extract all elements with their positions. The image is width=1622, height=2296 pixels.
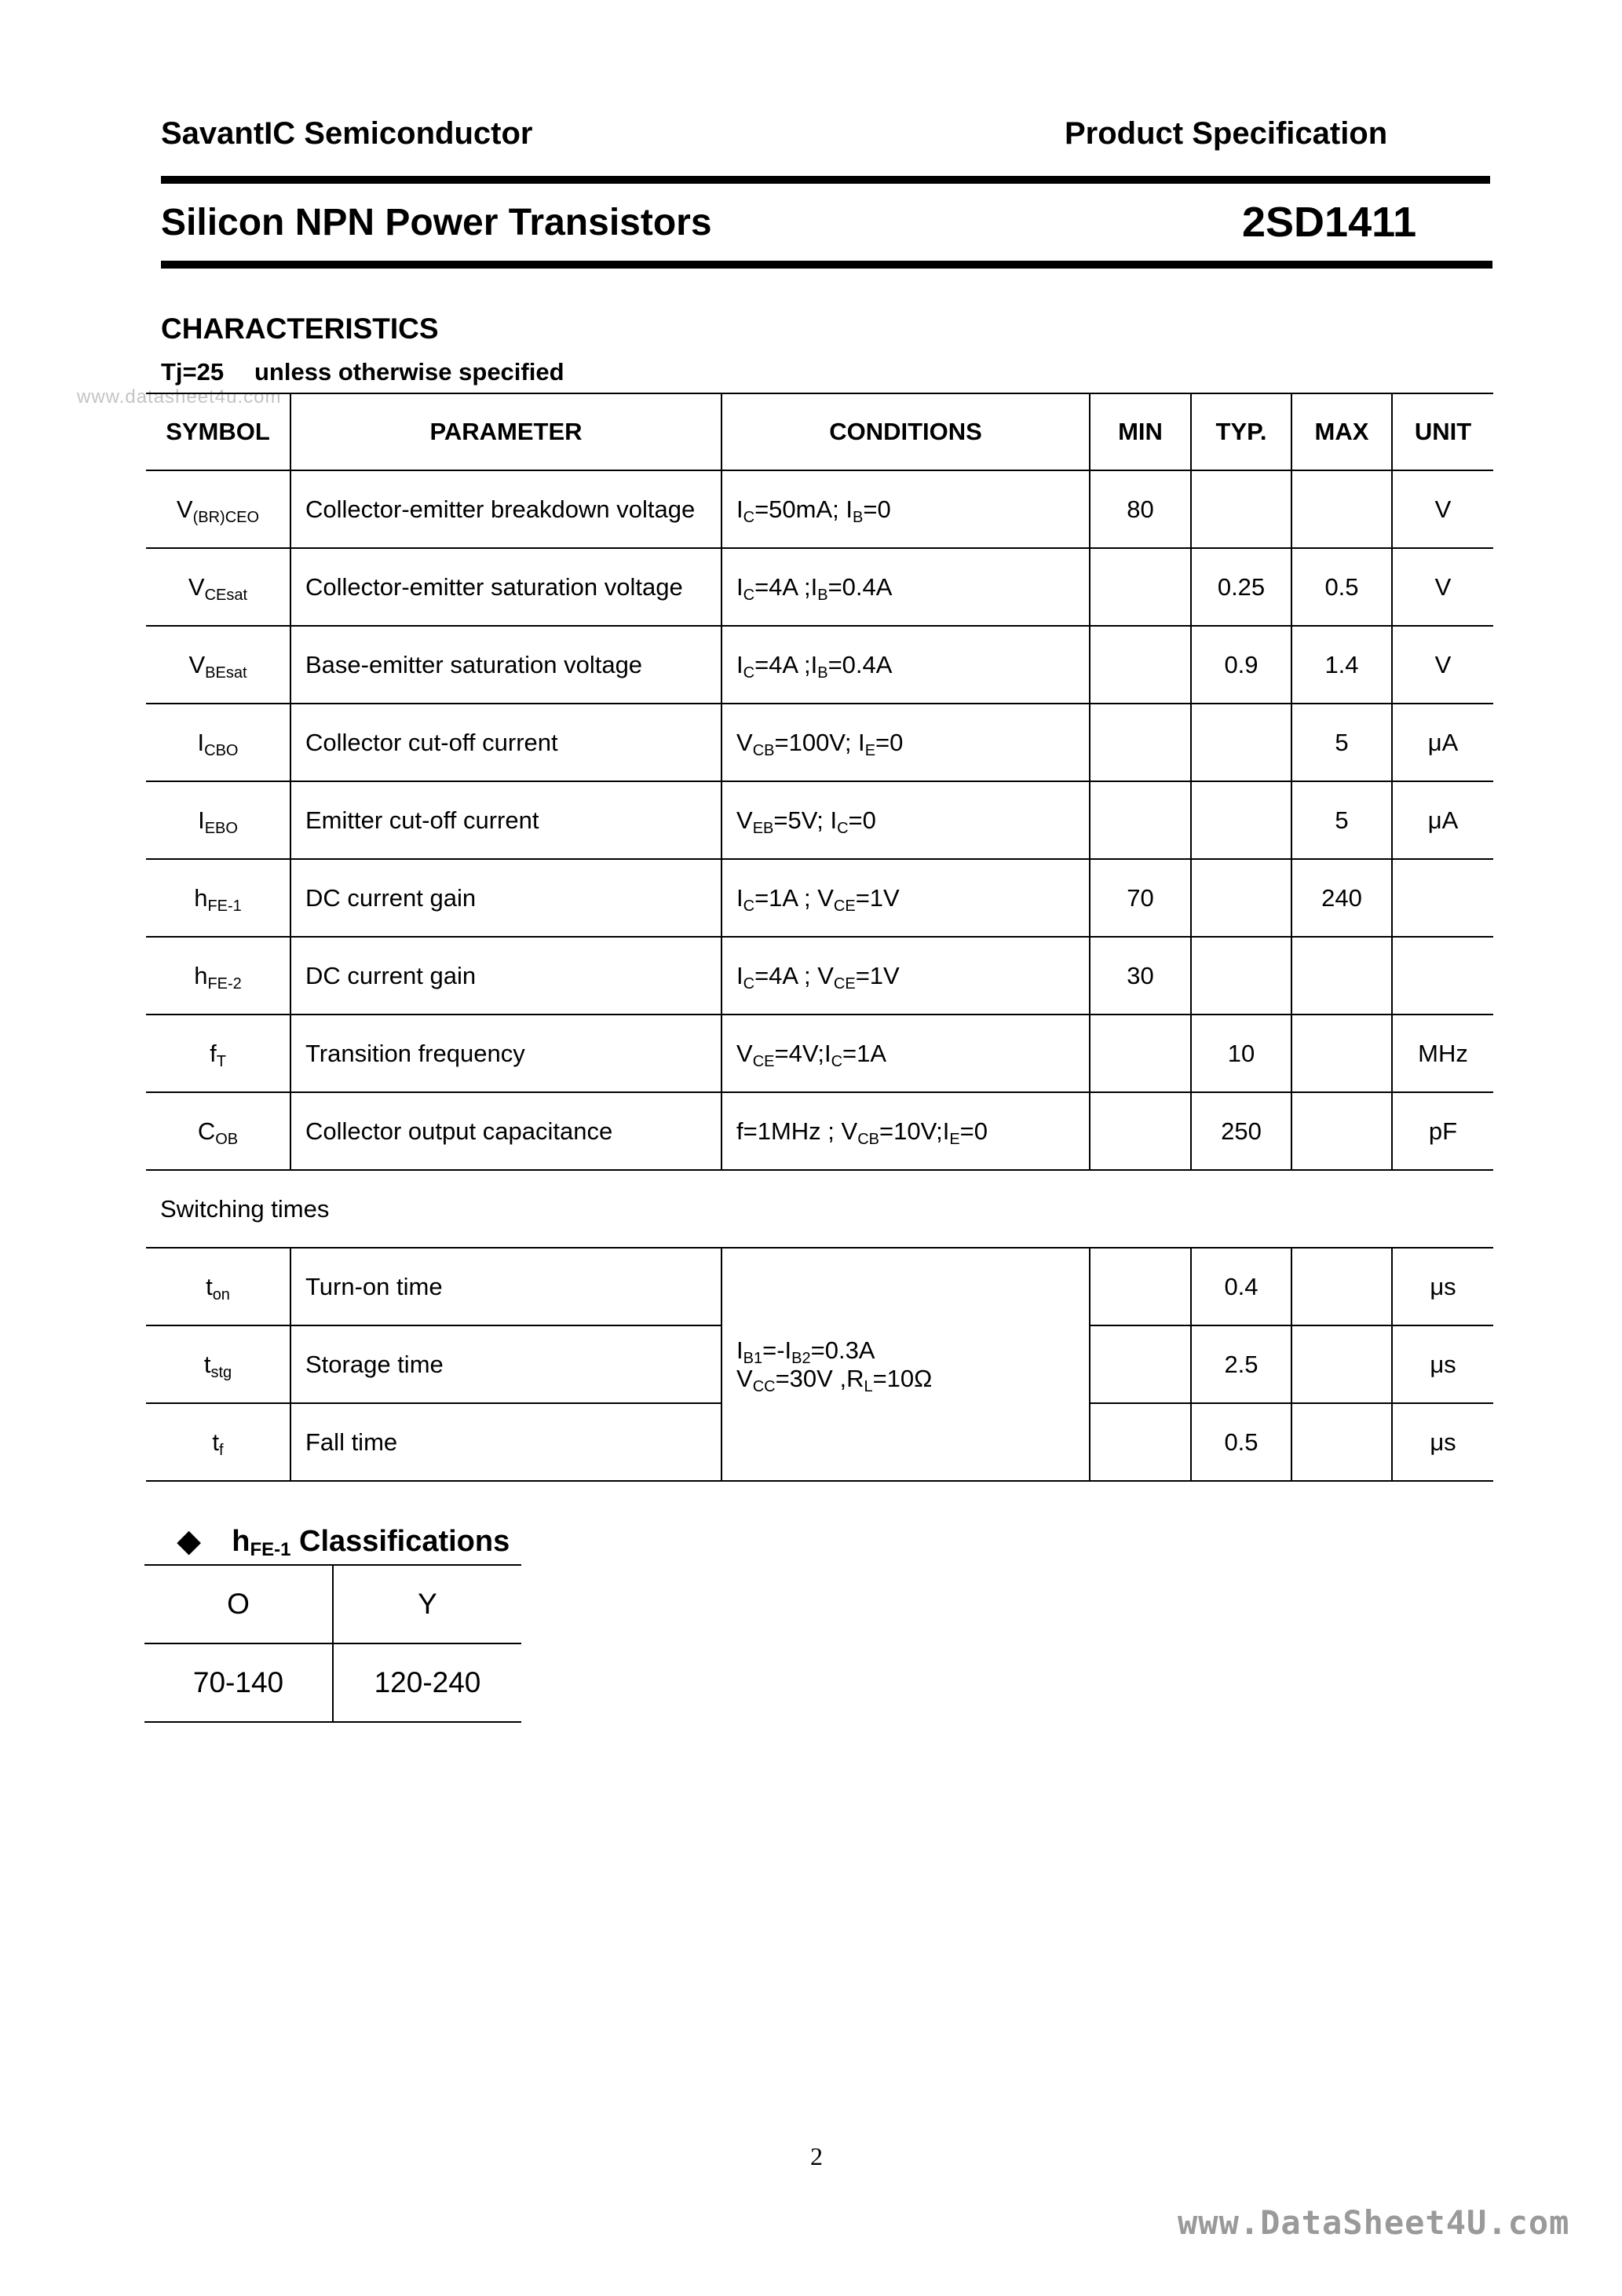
condition-text: =0.4A	[827, 650, 893, 678]
typ-cell: 2.5	[1191, 1325, 1291, 1403]
company-name: SavantIC Semiconductor	[161, 116, 533, 151]
symbol-letter: V	[176, 495, 193, 523]
class-value-y: 120-240	[333, 1643, 521, 1722]
symbol-letter: I	[198, 806, 205, 834]
condition-text: I	[736, 572, 743, 601]
max-cell	[1291, 1403, 1392, 1481]
condition-text: =0	[863, 495, 891, 523]
max-cell	[1291, 1015, 1392, 1092]
switching-condition-line1	[736, 1336, 1089, 1365]
unit-cell: μs	[1392, 1403, 1493, 1481]
symbol-cell	[146, 626, 290, 704]
condition-text: f=1MHz ; V	[736, 1117, 858, 1145]
condition-subscript: C	[743, 897, 755, 915]
max-cell: 5	[1291, 781, 1392, 859]
max-cell: 1.4	[1291, 626, 1392, 704]
condition-text: =4A ; V	[754, 961, 834, 989]
parameter-cell: Base-emitter saturation voltage	[290, 626, 721, 704]
parameter-cell: Collector cut-off current	[290, 704, 721, 781]
condition-text: =30V ,R	[775, 1364, 864, 1392]
classification-header-row	[144, 1565, 521, 1643]
symbol-subscript: CEsat	[204, 586, 248, 604]
unit-cell: MHz	[1392, 1015, 1493, 1092]
parameter-cell: Transition frequency	[290, 1015, 721, 1092]
condition-subscript: C	[743, 508, 755, 526]
max-cell: 0.5	[1291, 548, 1392, 626]
symbol-cell	[146, 1325, 290, 1403]
unit-cell: V	[1392, 470, 1493, 548]
typ-cell: 0.4	[1191, 1248, 1291, 1325]
condition-text: =10Ω	[872, 1364, 933, 1392]
condition-text: =1A	[842, 1039, 887, 1067]
symbol-letter: t	[203, 1350, 211, 1378]
symbol-subscript: on	[212, 1285, 230, 1303]
typ-cell	[1191, 859, 1291, 937]
document-type: Product Specification	[1065, 116, 1388, 151]
condition-subscript: CE	[833, 974, 856, 993]
symbol-subscript: T	[216, 1052, 226, 1070]
unit-cell: pF	[1392, 1092, 1493, 1170]
max-cell	[1291, 937, 1392, 1015]
typ-cell: 250	[1191, 1092, 1291, 1170]
classification-symbol-sub: FE-1	[250, 1539, 291, 1560]
min-cell	[1090, 1403, 1191, 1481]
condition-text: V	[736, 1364, 753, 1392]
parameter-cell: Storage time	[290, 1325, 721, 1403]
condition-text: =4V;I	[774, 1039, 831, 1067]
typ-cell: 10	[1191, 1015, 1291, 1092]
symbol-cell	[146, 1015, 290, 1092]
table-row	[146, 548, 1493, 626]
symbol-letter: V	[188, 650, 206, 678]
min-cell	[1090, 1015, 1191, 1092]
condition-subscript: CE	[833, 897, 856, 915]
condition-text: =1V	[855, 883, 900, 912]
table-row	[146, 781, 1493, 859]
table-row	[146, 1015, 1493, 1092]
symbol-subscript: FE-1	[207, 897, 242, 915]
typ-cell: 0.25	[1191, 548, 1291, 626]
condition-subscript: C	[743, 586, 755, 604]
max-cell	[1291, 1325, 1392, 1403]
condition-text: V	[736, 806, 753, 834]
parameter-cell: Collector-emitter saturation voltage	[290, 548, 721, 626]
unit-cell: μs	[1392, 1325, 1493, 1403]
header-parameter: PARAMETER	[290, 393, 721, 470]
condition-text: =0.3A	[810, 1336, 875, 1364]
header-min: MIN	[1090, 393, 1191, 470]
symbol-subscript: FE-2	[207, 974, 242, 993]
classification-value-row	[144, 1643, 521, 1722]
condition-text: =100V; I	[774, 728, 865, 756]
symbol-letter: f	[210, 1039, 217, 1067]
switching-conditions-cell	[721, 1248, 1090, 1481]
typ-cell	[1191, 937, 1291, 1015]
parameter-cell: Turn-on time	[290, 1248, 721, 1325]
table-header-row	[146, 393, 1493, 470]
condition-subscript: E	[864, 741, 876, 759]
condition-text: =0	[875, 728, 904, 756]
unit-cell: μA	[1392, 781, 1493, 859]
table-row	[146, 1092, 1493, 1170]
min-cell	[1090, 1325, 1191, 1403]
condition-subscript: CB	[752, 741, 775, 759]
max-cell	[1291, 1092, 1392, 1170]
switching-times-row	[146, 1170, 1493, 1248]
min-cell	[1090, 548, 1191, 626]
header-symbol: SYMBOL	[146, 393, 290, 470]
section-title: CHARACTERISTICS	[161, 313, 439, 345]
symbol-subscript: EBO	[204, 819, 238, 837]
min-cell	[1090, 1248, 1191, 1325]
condition-text: I	[736, 495, 743, 523]
table-row	[146, 704, 1493, 781]
class-header-y: Y	[333, 1565, 521, 1643]
symbol-subscript: (BR)CEO	[192, 508, 260, 526]
min-cell	[1090, 626, 1191, 704]
min-cell: 80	[1090, 470, 1191, 548]
classification-title	[177, 1523, 510, 1559]
condition-text: V	[736, 1039, 753, 1067]
min-cell	[1090, 781, 1191, 859]
condition-text: I	[736, 883, 743, 912]
symbol-letter: V	[188, 572, 205, 601]
part-number: 2SD1411	[1242, 199, 1417, 246]
condition-text: =10V;I	[879, 1117, 950, 1145]
condition-text: =50mA; I	[754, 495, 853, 523]
symbol-cell	[146, 1403, 290, 1481]
page-number: 2	[810, 2142, 823, 2170]
header-typ: TYP.	[1191, 393, 1291, 470]
header-rule-bottom	[161, 261, 1492, 269]
symbol-cell	[146, 548, 290, 626]
conditions-cell	[721, 859, 1090, 937]
condition-subscript: EB	[752, 819, 774, 837]
conditions-cell	[721, 937, 1090, 1015]
conditions-cell	[721, 548, 1090, 626]
class-header-o: O	[144, 1565, 333, 1643]
condition-text: =5V; I	[773, 806, 838, 834]
symbol-cell	[146, 1092, 290, 1170]
max-cell: 240	[1291, 859, 1392, 937]
max-cell: 5	[1291, 704, 1392, 781]
condition-subscript: B	[853, 508, 864, 526]
condition-subscript: B	[817, 664, 828, 682]
unit-cell: V	[1392, 548, 1493, 626]
unit-cell: μs	[1392, 1248, 1493, 1325]
condition-subscript: B1	[743, 1349, 763, 1367]
condition-subscript: C	[831, 1052, 843, 1070]
unit-cell: μA	[1392, 704, 1493, 781]
max-cell	[1291, 1248, 1392, 1325]
watermark-bottom: www.DataSheet4U.com	[1178, 2203, 1570, 2242]
switching-times-label: Switching times	[146, 1170, 1493, 1248]
unit-cell	[1392, 937, 1493, 1015]
min-cell	[1090, 1092, 1191, 1170]
conditions-cell	[721, 470, 1090, 548]
header-rule-top	[161, 176, 1490, 184]
symbol-letter: h	[194, 961, 208, 989]
symbol-subscript: OB	[215, 1130, 239, 1148]
product-line-title: Silicon NPN Power Transistors	[161, 202, 712, 243]
symbol-cell	[146, 470, 290, 548]
parameter-cell: DC current gain	[290, 859, 721, 937]
condition-text: =1A ; V	[754, 883, 834, 912]
condition-subscript: CE	[752, 1052, 775, 1070]
symbol-cell	[146, 704, 290, 781]
condition-text: =0	[959, 1117, 988, 1145]
switching-condition-line2	[736, 1365, 1089, 1393]
symbol-cell	[146, 859, 290, 937]
condition-subscript: CB	[857, 1130, 879, 1148]
characteristics-table	[146, 393, 1493, 1482]
condition-text: =4A ;I	[754, 650, 818, 678]
test-condition-note: unless otherwise specified	[254, 358, 564, 386]
table-row	[146, 937, 1493, 1015]
condition-text: =-I	[762, 1336, 792, 1364]
classification-table	[144, 1564, 521, 1723]
header-conditions: CONDITIONS	[721, 393, 1090, 470]
typ-cell	[1191, 470, 1291, 548]
symbol-subscript: CBO	[204, 741, 239, 759]
condition-subscript: C	[743, 664, 755, 682]
symbol-letter: C	[197, 1117, 216, 1145]
conditions-cell	[721, 626, 1090, 704]
unit-cell	[1392, 859, 1493, 937]
condition-text: =4A ;I	[754, 572, 818, 601]
diamond-bullet-icon: ◆	[177, 1525, 201, 1558]
symbol-letter: t	[206, 1272, 213, 1300]
condition-text: I	[736, 961, 743, 989]
conditions-cell	[721, 1092, 1090, 1170]
classification-symbol: h	[232, 1525, 250, 1558]
parameter-cell: Collector-emitter breakdown voltage	[290, 470, 721, 548]
min-cell: 30	[1090, 937, 1191, 1015]
condition-subscript: CC	[752, 1377, 776, 1395]
header-max: MAX	[1291, 393, 1392, 470]
symbol-letter: t	[212, 1428, 220, 1456]
symbol-subscript: f	[219, 1441, 224, 1459]
typ-cell	[1191, 781, 1291, 859]
parameter-cell: DC current gain	[290, 937, 721, 1015]
condition-text: =0	[848, 806, 876, 834]
symbol-cell	[146, 781, 290, 859]
parameter-cell: Emitter cut-off current	[290, 781, 721, 859]
typ-cell: 0.9	[1191, 626, 1291, 704]
symbol-subscript: BEsat	[205, 664, 247, 682]
symbol-subscript: stg	[210, 1363, 232, 1381]
condition-subscript: B	[817, 586, 828, 604]
condition-text: V	[736, 728, 753, 756]
classification-label: Classifications	[299, 1525, 510, 1558]
typ-cell: 0.5	[1191, 1403, 1291, 1481]
table-row	[146, 626, 1493, 704]
parameter-cell: Fall time	[290, 1403, 721, 1481]
unit-cell: V	[1392, 626, 1493, 704]
table-row	[146, 470, 1493, 548]
header-unit: UNIT	[1392, 393, 1493, 470]
table-row	[146, 1248, 1493, 1325]
conditions-cell	[721, 1015, 1090, 1092]
symbol-cell	[146, 1248, 290, 1325]
condition-subscript: C	[837, 819, 849, 837]
class-value-o: 70-140	[144, 1643, 333, 1722]
symbol-cell	[146, 937, 290, 1015]
symbol-letter: I	[197, 728, 205, 756]
test-condition-tj: Tj=25	[161, 358, 225, 386]
condition-subscript: B2	[791, 1349, 811, 1367]
condition-text: I	[736, 1336, 743, 1364]
condition-text: I	[736, 650, 743, 678]
symbol-letter: h	[194, 883, 208, 912]
condition-subscript: E	[949, 1130, 960, 1148]
max-cell	[1291, 470, 1392, 548]
typ-cell	[1191, 704, 1291, 781]
condition-text: =1V	[855, 961, 900, 989]
min-cell	[1090, 704, 1191, 781]
table-row	[146, 859, 1493, 937]
conditions-cell	[721, 781, 1090, 859]
watermark-top: www.datasheet4u.com	[77, 386, 282, 408]
condition-subscript: L	[864, 1377, 873, 1395]
conditions-cell	[721, 704, 1090, 781]
parameter-cell: Collector output capacitance	[290, 1092, 721, 1170]
min-cell: 70	[1090, 859, 1191, 937]
condition-text: =0.4A	[827, 572, 893, 601]
condition-subscript: C	[743, 974, 755, 993]
